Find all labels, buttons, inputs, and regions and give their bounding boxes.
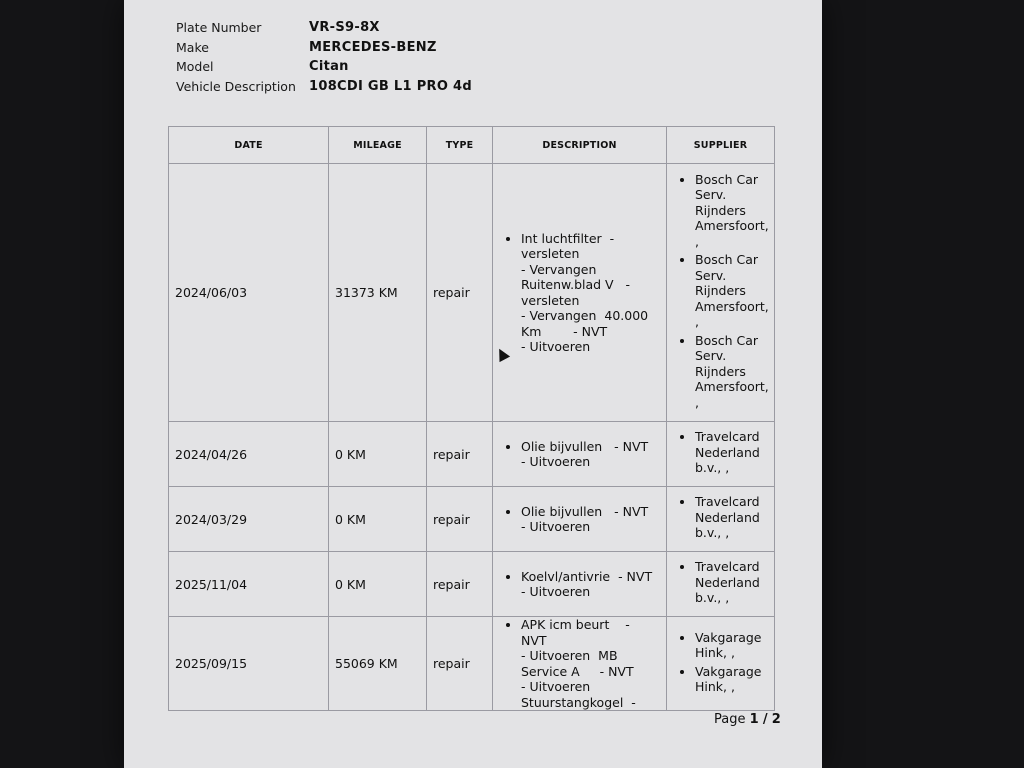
supplier-item: • Bosch Car Serv. Rijnders Amersfoort, ,: [695, 252, 768, 330]
supplier-item: • Bosch Car Serv. Rijnders Amersfoort, ,: [695, 333, 768, 411]
header-type: TYPE: [427, 127, 493, 164]
vehicle-description-row: [176, 77, 472, 97]
row-date: 2025/11/04: [169, 552, 329, 617]
description-item: • Olie bijvullen - NVT - Uitvoeren: [521, 439, 660, 470]
vehicle-info: [176, 18, 472, 96]
supplier-item: • Vakgarage Hink, ,: [695, 630, 768, 661]
description-item: • APK icm beurt - NVT - Uitvoeren MB Service A - NVT - Uitvoeren Stuurstangkogel -: [521, 617, 660, 710]
supplier-item: • Vakgarage Hink, ,: [695, 664, 768, 695]
row-mileage: 55069 KM: [329, 617, 427, 711]
table-header-row: [169, 127, 775, 164]
description-item: • Koelvl/antivrie - NVT - Uitvoeren: [521, 569, 660, 600]
page-indicator: [714, 712, 781, 727]
model-label: Model: [176, 59, 214, 75]
row-type: repair: [427, 422, 493, 487]
header-date: DATE: [169, 127, 329, 164]
header-description: DESCRIPTION: [493, 127, 667, 164]
description-item: • Olie bijvullen - NVT - Uitvoeren: [521, 504, 660, 535]
row-description: [493, 422, 667, 487]
table-row: [169, 487, 775, 552]
vehicle-description-label: Vehicle Description: [176, 78, 296, 94]
row-date: 2024/03/29: [169, 487, 329, 552]
page-word: Page: [714, 712, 746, 727]
row-type: repair: [427, 552, 493, 617]
row-supplier: [667, 422, 775, 487]
vehicle-description-value: 108CDI GB L1 PRO 4d: [309, 78, 472, 94]
page-current: 1: [749, 712, 759, 727]
model-row: [176, 57, 472, 77]
plate-number-row: [176, 18, 472, 38]
table-row: [169, 552, 775, 617]
table-row: [169, 164, 775, 422]
table-row: [169, 617, 775, 711]
page-total: 2: [771, 712, 781, 727]
supplier-item: • Bosch Car Serv. Rijnders Amersfoort, ,: [695, 172, 768, 250]
plate-number-label: Plate Number: [176, 20, 262, 36]
row-supplier: [667, 552, 775, 617]
row-date: 2025/09/15: [169, 617, 329, 711]
supplier-item: • Travelcard Nederland b.v., ,: [695, 559, 768, 606]
make-value: MERCEDES-BENZ: [309, 39, 437, 55]
row-mileage: 0 KM: [329, 552, 427, 617]
maintenance-history-table: [168, 126, 775, 711]
row-supplier: [667, 487, 775, 552]
description-item: • Int luchtfilter - versleten - Vervangen Ruitenw.blad V - versleten - Vervangen 40.000 Km - NVT - Uitvoeren: [521, 231, 660, 355]
header-mileage: MILEAGE: [329, 127, 427, 164]
row-type: repair: [427, 617, 493, 711]
make-row: [176, 38, 472, 58]
row-supplier: [667, 164, 775, 422]
plate-number-value: VR-S9-8X: [309, 20, 380, 36]
row-mileage: 31373 KM: [329, 164, 427, 422]
row-description: [493, 617, 667, 711]
row-type: repair: [427, 164, 493, 422]
page-separator: /: [762, 712, 768, 727]
document-page: [124, 0, 822, 768]
make-label: Make: [176, 39, 209, 55]
row-date: 2024/04/26: [169, 422, 329, 487]
supplier-item: • Travelcard Nederland b.v., ,: [695, 429, 768, 476]
row-date: 2024/06/03: [169, 164, 329, 422]
row-description: [493, 552, 667, 617]
row-mileage: 0 KM: [329, 422, 427, 487]
row-description: [493, 164, 667, 422]
row-type: repair: [427, 487, 493, 552]
supplier-item: • Travelcard Nederland b.v., ,: [695, 494, 768, 541]
row-mileage: 0 KM: [329, 487, 427, 552]
model-value: Citan: [309, 59, 349, 75]
table-row: [169, 422, 775, 487]
row-description: [493, 487, 667, 552]
header-supplier: SUPPLIER: [667, 127, 775, 164]
row-supplier: [667, 617, 775, 711]
